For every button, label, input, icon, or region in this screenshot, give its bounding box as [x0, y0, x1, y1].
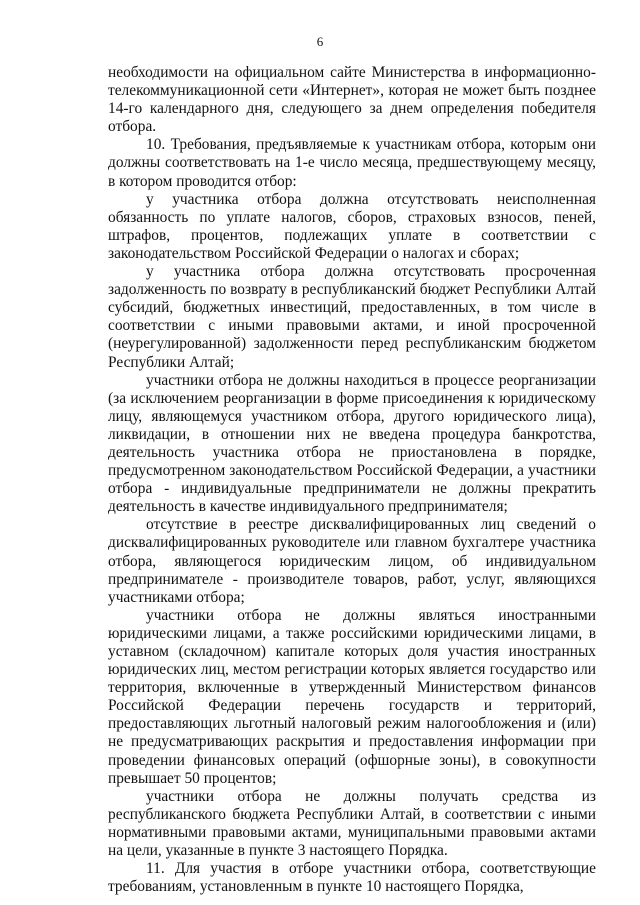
document-body [108, 64, 596, 896]
paragraph-continuation: необходимости на официальном сайте Министерства в информационно-телекоммуникационной сети «Интернет», которая не может быть позднее 14-го календарного дня, следующего за днем определения победителя отбора. [108, 64, 596, 136]
paragraph-tax-obligations: у участника отбора должна отсутствовать неисполненная обязанность по уплате налогов, сборов, страховых взносов, пеней, штрафов, процентов, подлежащих уплате в соответствии с законодательством Российской Федерации о налогах и сборах; [108, 190, 596, 262]
paragraph-participation: 11. Для участия в отборе участники отбора, соответствующие требованиям, установленным в пункте 10 настоящего Порядка, [108, 860, 596, 896]
paragraph-offshore: участники отбора не должны являться иностранными юридическими лицами, а также российскими юридическими лицами, в уставном (складочном) капитале которых доля участия иностранных юридических лиц, местом регистрации которых является государство или территория, включенные в утвержденный Министерством финансов Российской Федерации перечень государств и территорий, предоставляющих льготный налоговый режим налогообложения и (или) не предусматривающих раскрытия и предоставления информации при проведении финансовых операций (офшорные зоны), в совокупности превышает 50 процентов; [108, 606, 596, 787]
paragraph-budget-debt: у участника отбора должна отсутствовать просроченная задолженность по возврату в республиканский бюджет Республики Алтай субсидий, бюджетных инвестиций, предоставленных, в том числе в соответствии с иными правовыми актами, и иной просроченной (неурегулированной) задолженности перед республиканским бюджетом Республики Алтай; [108, 263, 596, 371]
page-number: 6 [316, 34, 324, 49]
paragraph-requirements-heading: 10. Требования, предъявляемые к участникам отбора, которым они должны соответствовать на 1-е число месяца, предшествующему месяцу, в котором проводится отбор: [108, 136, 596, 190]
paragraph-reorganization: участники отбора не должны находиться в процессе реорганизации (за исключением реорганизации в форме присоединения к юридическому лицу, являющемуся участником отбора, другого юридического лица), ликвидации, в отношении них не введена процедура банкротства, деятельность участника отбора не приостановлена в порядке, предусмотренном законодательством Российской Федерации, а участники отбора - индивидуальные предприниматели не должны прекратить деятельность в качестве индивидуального предпринимателя; [108, 371, 596, 516]
paragraph-disqualified-registry: отсутствие в реестре дисквалифицированных лиц сведений о дисквалифицированных руководителе или главном бухгалтере участника отбора, являющегося юридическим лицом, об индивидуальном предпринимателе - производителе товаров, работ, услуг, являющихся участниками отбора; [108, 516, 596, 606]
paragraph-other-funding: участники отбора не должны получать средства из республиканского бюджета Республики Алтай, в соответствии с иными нормативными правовыми актами, муниципальными правовыми актами на цели, указанные в пункте 3 настоящего Порядка. [108, 787, 596, 860]
